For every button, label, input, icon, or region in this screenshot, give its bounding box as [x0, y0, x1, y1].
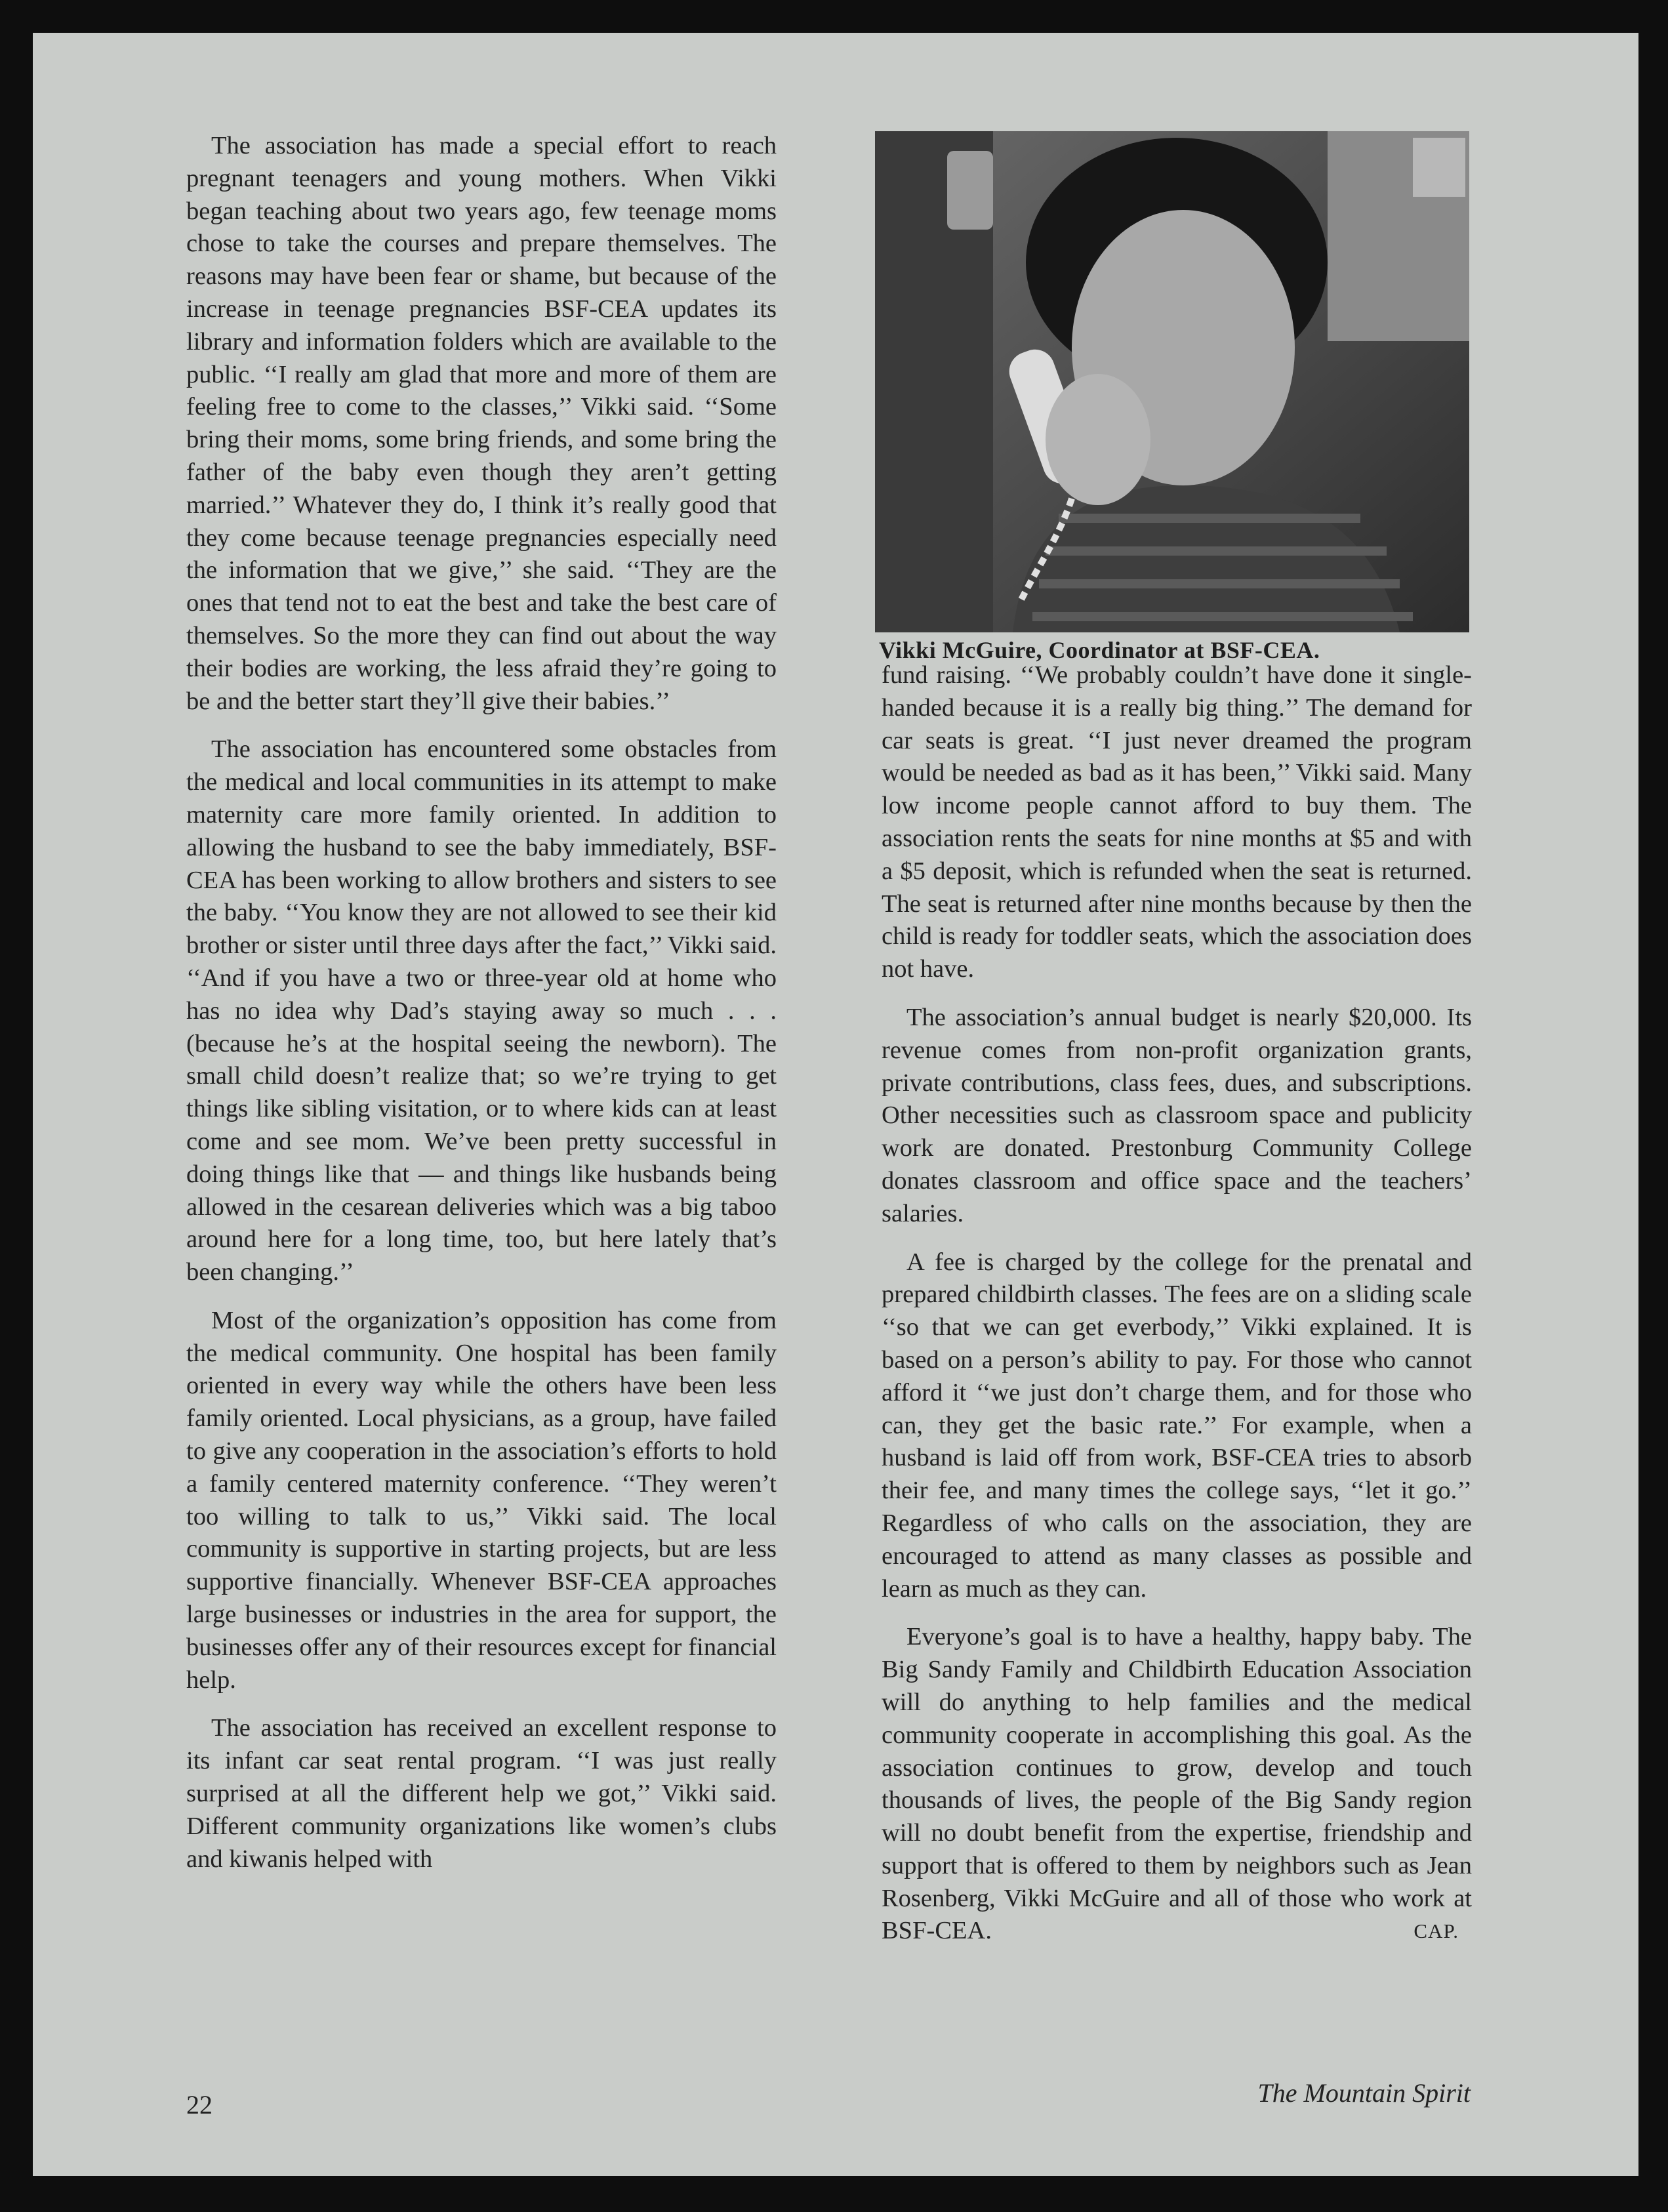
paragraph: A fee is charged by the college for the prenatal and prepared childbirth classes. The fees are on a sliding scale ‘‘so that we can get everbody,’’ Vikki explained. It is based on a person’s ability to pay. For those who cannot afford it ‘‘we just don’t charge them, and for those who can, they get the basic rate.’’ For example, when a husband is laid off from work, BSF-CEA tries to absorb their fee, and many times the college says, ‘‘let it go.’’ Regardless of who calls on the association, they are encouraged to attend as many classes as possible and learn as much as they can. [882, 1248, 1472, 1603]
left-column [186, 130, 777, 1891]
right-column [882, 659, 1472, 1963]
magazine-page [33, 33, 1638, 2176]
paragraph [882, 1621, 1472, 1948]
paragraph: Most of the organization’s opposition has come from the medical community. One hospital has been family oriented in every way while the others have been less family oriented. Local physicians, as a group, have failed to give any cooperation in the association’s efforts to hold a family centered maternity conference. ‘‘They weren’t too willing to talk to us,’’ Vikki said. The local community is supportive in starting projects, but are less supportive financially. Whenever BSF-CEA approaches large businesses or industries in the area for support, the businesses offer any of their resources except for financial help. [186, 1306, 777, 1694]
paragraph: fund raising. ‘‘We probably couldn’t have done it single-handed because it is a really big thing.’’ The demand for car seats is great. ‘‘I just never dreamed the program would be needed as bad as it has been,’’ Vikki said. Many low income people cannot afford to buy them. The association rents the seats for nine months at $5 and with a $5 deposit, which is refunded when the seat is returned. The seat is returned after nine months because by then the child is ready for toddler seats, which the association does not have. [882, 661, 1472, 983]
page-number: 22 [186, 2090, 213, 2120]
photo-illustration [875, 131, 1469, 632]
photo-vikki-mcguire [875, 131, 1469, 632]
paragraph: The association’s annual budget is nearly $20,000. Its revenue comes from non-profit organization grants, private contributions, class fees, dues, and subscriptions. Other necessities such as classroom space and publicity work are donated. Prestonburg Community College donates classroom and office space and the teachers’ salaries. [882, 1003, 1472, 1227]
paragraph: The association has received an excellent response to its infant car seat rental program. ‘‘I was just really surprised at all the different help we got,’’ Vikki said. Different community organizations like women’s clubs and kiwanis helped with [186, 1714, 777, 1873]
photo-caption: Vikki McGuire, Coordinator at BSF-CEA. [879, 637, 1320, 663]
paragraph-text: Everyone’s goal is to have a healthy, happy baby. The Big Sandy Family and Childbirth Education Association will do anything to help families and the medical community cooperate in accomplishing this goal. As the association continues to grow, develop and touch thousands of lives, the people of the Big Sandy region will no doubt benefit from the expertise, friendship and support that is offered to them by neighbors such as Jean Rosenberg, Vikki McGuire and all of those who work at BSF-CEA. [882, 1623, 1472, 1945]
publication-name: The Mountain Spirit [1257, 2078, 1471, 2108]
paragraph: The association has made a special effort to reach pregnant teenagers and young mothers. When Vikki began teaching about two years ago, few teenage moms chose to take the courses and prepare themselves. The reasons may have been fear or shame, but because of the increase in teenage pregnancies BSF-CEA updates its library and information folders which are available to the public. ‘‘I really am glad that more and more of them are feeling free to come to the classes,’’ Vikki said. ‘‘Some bring their moms, some bring friends, and some bring the father of the baby even though they aren’t getting married.’’ Whatever they do, I think it’s really good that they come because teenage pregnancies especially need the information that we give,’’ she said. ‘‘They are the ones that tend not to eat the best and take the best care of themselves. So the more they can find out about the way their bodies are working, the less afraid they’re going to be and the better start they’ll give their babies.’’ [186, 132, 777, 715]
paragraph: The association has encountered some obstacles from the medical and local communities in its attempt to make maternity care more family oriented. In addition to allowing the husband to see the baby immediately, BSF-CEA has been working to allow brothers and sisters to see the baby. ‘‘You know they are not allowed to see their kid brother or sister until three days after the fact,’’ Vikki said. ‘‘And if you have a two or three-year old at home who has no idea why Dad’s staying away so much . . . (because he’s at the hospital seeing the newborn). The small child doesn’t realize that; so we’re trying to get things like sibling visitation, or to where kids can at least come and see mom. We’ve been pretty successful in doing things like that — and things like husbands being allowed in the cesarean deliveries which was a big taboo around here for a long time, too, but here lately that’s been changing.’’ [186, 735, 777, 1286]
author-signature: CAP. [1414, 1919, 1459, 1943]
